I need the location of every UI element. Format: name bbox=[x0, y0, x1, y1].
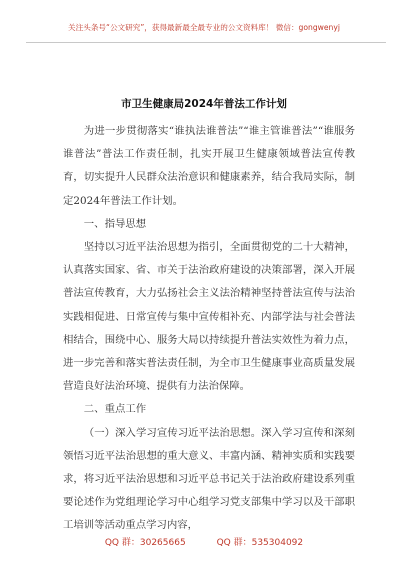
key-work-paragraph: （一）深入学习宣传习近平法治思想。深入学习宣传和深刻领悟习近平法治思想的重大意义、丰富内涵、精神实质和实践要求，将习近平法治思想和习近平总书记关于法治政府建设系列重要论述作为党组理论学习中心组学习党支部集中学习以及干部职工培训等活动重点学习内容， bbox=[63, 426, 355, 532]
guiding-ideology-paragraph: 坚持以习近平法治思想为指引，全面贯彻党的二十大精神，认真落实国家、省、市关于法治政府建设的决策部署，深入开展普法宣传教育，大力弘扬社会主义法治精神坚持普法宣传与法治实践相促进、日常宣传与集中宣传相补充、内部学法与社会普法相结合，围绕中心、服务大局以持续提升普法实效性为着力点，进一步完善和落实普法责任制，为全市卫生健康事业高质量发展营造良好法治环境、提供有力法治保障。 bbox=[63, 241, 355, 393]
header-divider bbox=[26, 42, 386, 43]
footer-qq-group-2: QQ 群：535304092 bbox=[216, 538, 304, 548]
header-banner: 关注头条号“公文研究”，获得最新最全最专业的公文资料库！ 微信：gongwenyj bbox=[68, 23, 340, 32]
document-body bbox=[63, 120, 355, 538]
document-title: 市卫生健康局2024年普法工作计划 bbox=[121, 98, 287, 110]
footer-qq-group-1: QQ 群：30265665 bbox=[104, 538, 186, 548]
footer-contact bbox=[0, 535, 408, 548]
section-heading-guiding-ideology: 一、指导思想 bbox=[83, 217, 147, 230]
section-heading-key-work: 二、重点工作 bbox=[83, 403, 147, 416]
intro-paragraph: 为进一步贯彻落实“谁执法谁普法”“谁主管谁普法”“谁服务谁普法”普法工作责任制，扎实开展卫生健康领域普法宣传教育，切实提升人民群众法治意识和健康素养，结合我局实际，制定2024年普法工作计划。 bbox=[63, 125, 355, 207]
